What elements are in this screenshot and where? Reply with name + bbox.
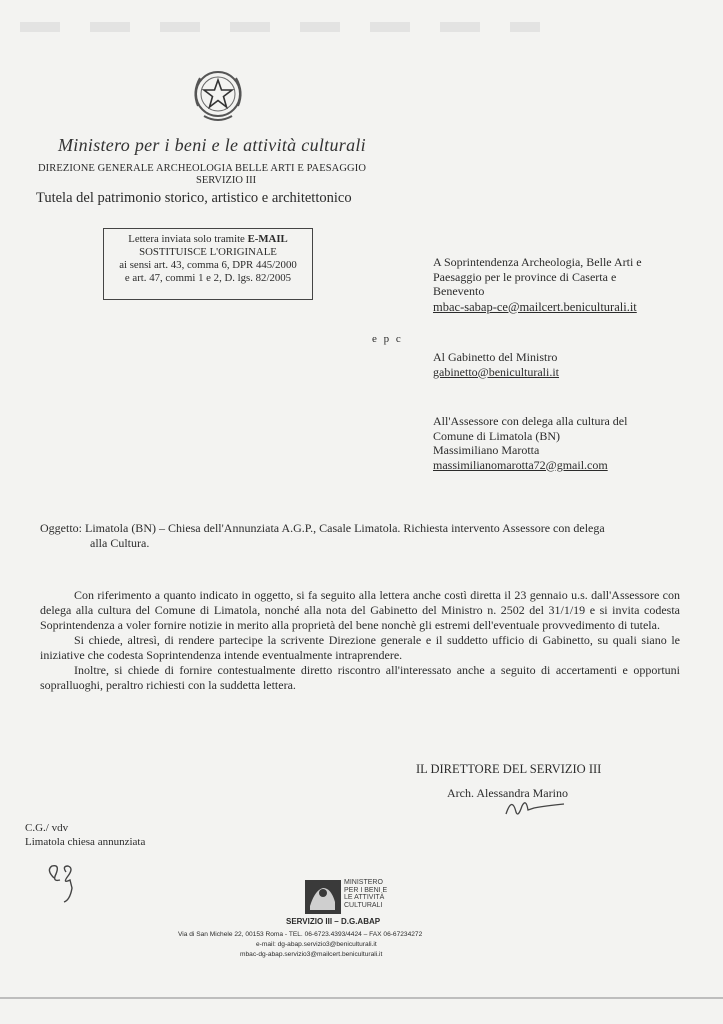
footer-service: SERVIZIO III – D.G.ABAP xyxy=(286,917,381,926)
office-subtitle: Tutela del patrimonio storico, artistico e architettonico xyxy=(36,190,352,206)
logo-line: CULTURALI xyxy=(344,901,383,909)
republic-emblem-icon xyxy=(188,66,248,128)
page-bottom-divider xyxy=(0,997,723,999)
mibac-logo-icon xyxy=(305,880,341,914)
subject-line: alla Cultura. xyxy=(90,536,150,550)
signatory-name: Arch. Alessandra Marino xyxy=(447,786,568,800)
scan-artifact xyxy=(20,22,540,32)
recipient-line: A Soprintendenza Archeologia, Belle Arti e xyxy=(433,255,642,269)
subject-block xyxy=(40,521,680,551)
epc-label: e p c xyxy=(372,333,403,345)
reference-note xyxy=(25,821,145,849)
stamp-line3: ai sensi art. 43, comma 6, DPR 445/2000 xyxy=(119,259,297,271)
recipient-line: All'Assessore con delega alla cultura del xyxy=(433,414,628,428)
reference-line: Limatola chiesa annunziata xyxy=(25,836,146,848)
logo-line: LE ATTIVITÀ xyxy=(344,894,385,902)
recipient-line: Paesaggio per le province di Caserta e xyxy=(433,269,617,284)
recipient-line: Comune di Limatola (BN) xyxy=(433,428,560,443)
logo-line: MINISTERO xyxy=(344,879,383,886)
mibac-logo-text xyxy=(344,879,387,909)
recipient-email-link[interactable]: gabinetto@beniculturali.it xyxy=(433,364,560,379)
recipient-line: Benevento xyxy=(433,284,485,298)
subject-line: Oggetto: Limatola (BN) – Chiesa dell'Annunziata A.G.P., Casale Limatola. Richiesta intervento Assessore con delega xyxy=(40,521,605,535)
direction-name: DIREZIONE GENERALE ARCHEOLOGIA BELLE ARTI E PAESAGGIO xyxy=(38,163,367,174)
recipient-line: Massimiliano Marotta xyxy=(433,443,540,457)
recipient-email-link[interactable]: massimilianomarotta72@gmail.com xyxy=(433,457,608,472)
footer-pec-link[interactable]: mbac-dg-abap.servizio3@mailcert.beniculturali.it xyxy=(240,951,383,958)
recipient-gabinetto xyxy=(433,350,559,379)
stamp-line1-prefix: Lettera inviata solo tramite xyxy=(128,233,248,245)
body-paragraph: Con riferimento a quanto indicato in oggetto, si fa seguito alla lettera anche costì diretta il 23 gennaio u.s. dall'Assessore con delega alla cultura del Comune di Limatola, nonché alla nota del Gabinetto del Ministro n. 2502 del 31/1/19 e si invita codesta Soprintendenza a voler fornire notizie in merito alla proprietà del bene nonchè gli estremi dell'eventuale provvedimento di tutela. xyxy=(40,588,680,632)
reference-line: C.G./ vdv xyxy=(25,822,69,834)
signatory-title: IL DIRETTORE DEL SERVIZIO III xyxy=(416,762,602,776)
handwritten-initials xyxy=(38,858,88,908)
recipient-line: Al Gabinetto del Ministro xyxy=(433,350,558,364)
handwritten-signature xyxy=(500,792,570,822)
recipient-assessore xyxy=(433,414,627,472)
recipient-soprintendenza xyxy=(433,255,642,314)
body-paragraph: Inoltre, si chiede di fornire contestualmente diretto riscontro all'interessato anche a seguito di accertamenti e opportuni sopralluoghi, peraltro richiesti con la suddetta lettera. xyxy=(40,663,680,692)
email-stamp-box xyxy=(103,228,313,300)
ministry-name: Ministero per i beni e le attività culturali xyxy=(58,135,366,155)
footer-address: Via di San Michele 22, 00153 Roma - TEL. 06-6723.4393/4424 – FAX 06-67234272 xyxy=(178,931,423,938)
stamp-line1-bold: E-MAIL xyxy=(247,233,288,245)
recipient-email-link[interactable]: mbac-sabap-ce@mailcert.beniculturali.it xyxy=(433,299,637,314)
footer-email-link[interactable]: e-mail: dg-abap.servizio3@beniculturali.it xyxy=(256,941,377,948)
letter-body xyxy=(40,588,680,693)
logo-line: PER I BENI E xyxy=(344,886,388,894)
stamp-line2: SOSTITUISCE L'ORIGINALE xyxy=(139,246,277,258)
body-paragraph: Si chiede, altresì, di rendere partecipe la scrivente Direzione generale e il suddetto ufficio di Gabinetto, su quali siano le iniziative che codesta Soprintendenza intende eventualmente intraprendere. xyxy=(40,633,680,662)
service-name: SERVIZIO III xyxy=(196,175,257,186)
stamp-line4: e art. 47, commi 1 e 2, D. lgs. 82/2005 xyxy=(124,272,292,284)
